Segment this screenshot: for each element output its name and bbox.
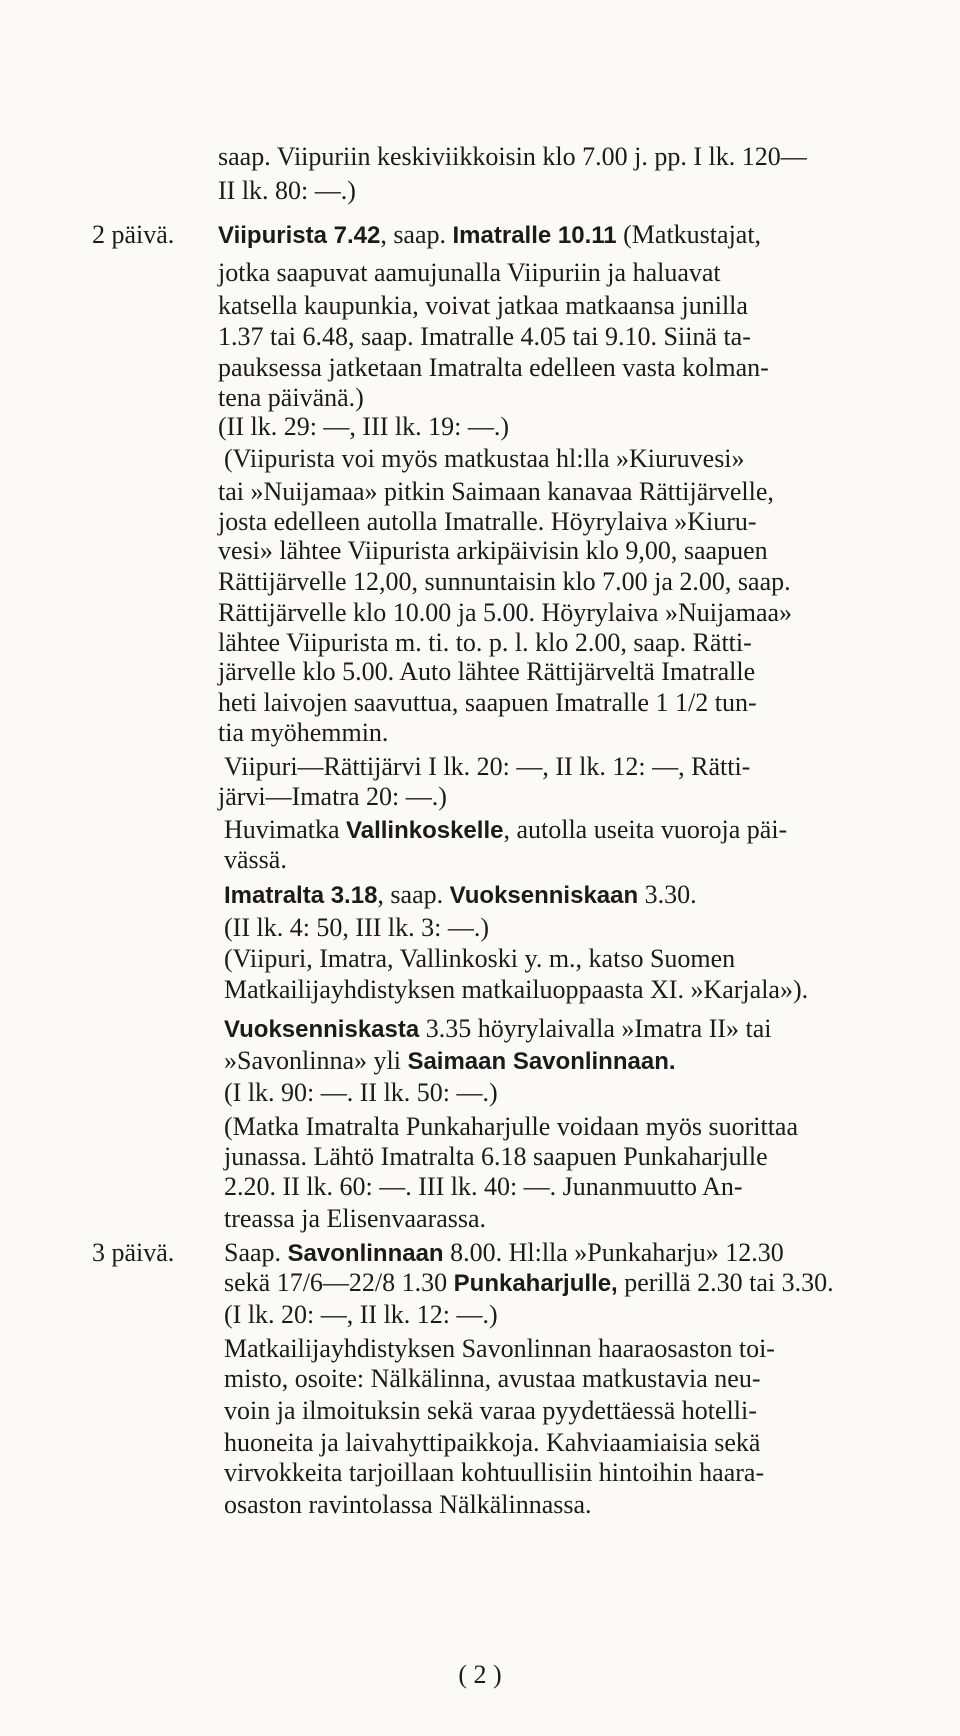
day-3-line-4: Matkailijayhdistyksen Savonlinnan haaraosaston toi- [224,1334,775,1363]
day-2-line-18: Viipuri—Rättijärvi I lk. 20: —, II lk. 12: —, Rätti- [224,752,751,781]
day-2-line-7: (II lk. 29: —, III lk. 19: —.) [218,412,510,441]
intro-line-1: saap. Viipuriin keskiviikkoisin klo 7.00 j. pp. I lk. 120— [218,142,807,171]
day-2-line-30: junassa. Lähtö Imatralta 6.18 saapuen Punkaharjulle [224,1142,768,1171]
day-3-line-6: voin ja ilmoituksin sekä varaa pyydettäessä hotelli- [224,1396,757,1425]
day-3-line-2: sekä 17/6—22/8 1.30 Punkaharjulle, perillä 2.30 tai 3.30. [224,1268,834,1297]
day-3-label: 3 päivä. [92,1238,175,1267]
day-2-line-6: tena päivänä.) [218,383,364,412]
day-3-line-3: (I lk. 20: —, II lk. 12: —.) [224,1300,498,1329]
day-3-line-8: virvokkeita tarjoillaan kohtuullisiin hintoihin haara- [224,1458,765,1487]
day-2-line-25: Matkailijayhdistyksen matkailuoppaasta XI. »Karjala»). [224,975,809,1004]
day-2-line-9: tai »Nuijamaa» pitkin Saimaan kanavaa Rättijärvelle, [218,477,774,506]
day-2-line-11: vesi» lähtee Viipurista arkipäivisin klo 9,00, saapuen [218,536,768,565]
day-2-line-19: järvi—Imatra 20: —.) [218,782,447,811]
day-3-line-5: misto, osoite: Nälkälinna, avustaa matkustavia neu- [224,1364,761,1393]
day-2-line-8: (Viipurista voi myös matkustaa hl:lla »Kiuruvesi» [224,444,745,473]
day-2-line-29: (Matka Imatralta Punkaharjulle voidaan myös suorittaa [224,1112,798,1141]
day-2-line-16: heti laivojen saavuttua, saapuen Imatralle 1 1/2 tun- [218,688,757,717]
day-2-line-32: treassa ja Elisenvaarassa. [224,1204,487,1233]
day-2-line-23: (II lk. 4: 50, III lk. 3: —.) [224,913,490,942]
day-2-line-3: katsella kaupunkia, voivat jatkaa matkaansa junilla [218,291,748,320]
day-2-line-5: pauksessa jatketaan Imatralta edelleen vasta kolman- [218,353,769,382]
intro-line-2: II lk. 80: —.) [218,176,356,205]
day-2-line-17: tia myöhemmin. [218,718,389,747]
day-2-line-2: jotka saapuvat aamujunalla Viipuriin ja haluavat [218,258,721,287]
day-2-label: 2 päivä. [92,220,175,249]
day-2-line-28: (I lk. 90: —. II lk. 50: —.) [224,1078,498,1107]
day-2-line-22: Imatralta 3.18, saap. Vuoksenniskaan 3.30. [224,880,697,909]
day-2-line-1: Viipurista 7.42, saap. Imatralle 10.11 (Matkustajat, [218,220,762,249]
day-2-line-15: järvelle klo 5.00. Auto lähtee Rättijärveltä Imatralle [218,657,756,686]
day-2-line-26: Vuoksenniskasta 3.35 höyrylaivalla »Imatra II» tai [224,1014,772,1043]
day-3-line-1: Saap. Savonlinnaan 8.00. Hl:lla »Punkaharju» 12.30 [224,1238,784,1267]
day-2-line-21: vässä. [224,845,287,874]
day-2-line-20: Huvimatka Vallinkoskelle, autolla useita vuoroja päi- [224,815,788,844]
day-2-line-12: Rättijärvelle 12,00, sunnuntaisin klo 7.00 ja 2.00, saap. [218,567,791,596]
day-2-line-14: lähtee Viipurista m. ti. to. p. l. klo 2.00, saap. Rätti- [218,628,752,657]
day-2-line-27: »Savonlinna» yli Saimaan Savonlinnaan. [224,1046,676,1075]
day-2-line-31: 2.20. II lk. 60: —. III lk. 40: —. Junanmuutto An- [224,1172,743,1201]
day-2-line-24: (Viipuri, Imatra, Vallinkoski y. m., katso Suomen [224,944,736,973]
day-3-line-7: huoneita ja laivahyttipaikkoja. Kahviaamiaisia sekä [224,1428,761,1457]
day-3-line-9: osaston ravintolassa Nälkälinnassa. [224,1490,592,1519]
day-2-line-4: 1.37 tai 6.48, saap. Imatralle 4.05 tai 9.10. Siinä ta- [218,322,751,351]
page-number: ( 2 ) [458,1660,502,1689]
day-2-line-10: josta edelleen autolla Imatralle. Höyrylaiva »Kiuru- [218,507,757,536]
day-2-line-13: Rättijärvelle klo 10.00 ja 5.00. Höyrylaiva »Nuijamaa» [218,598,793,627]
